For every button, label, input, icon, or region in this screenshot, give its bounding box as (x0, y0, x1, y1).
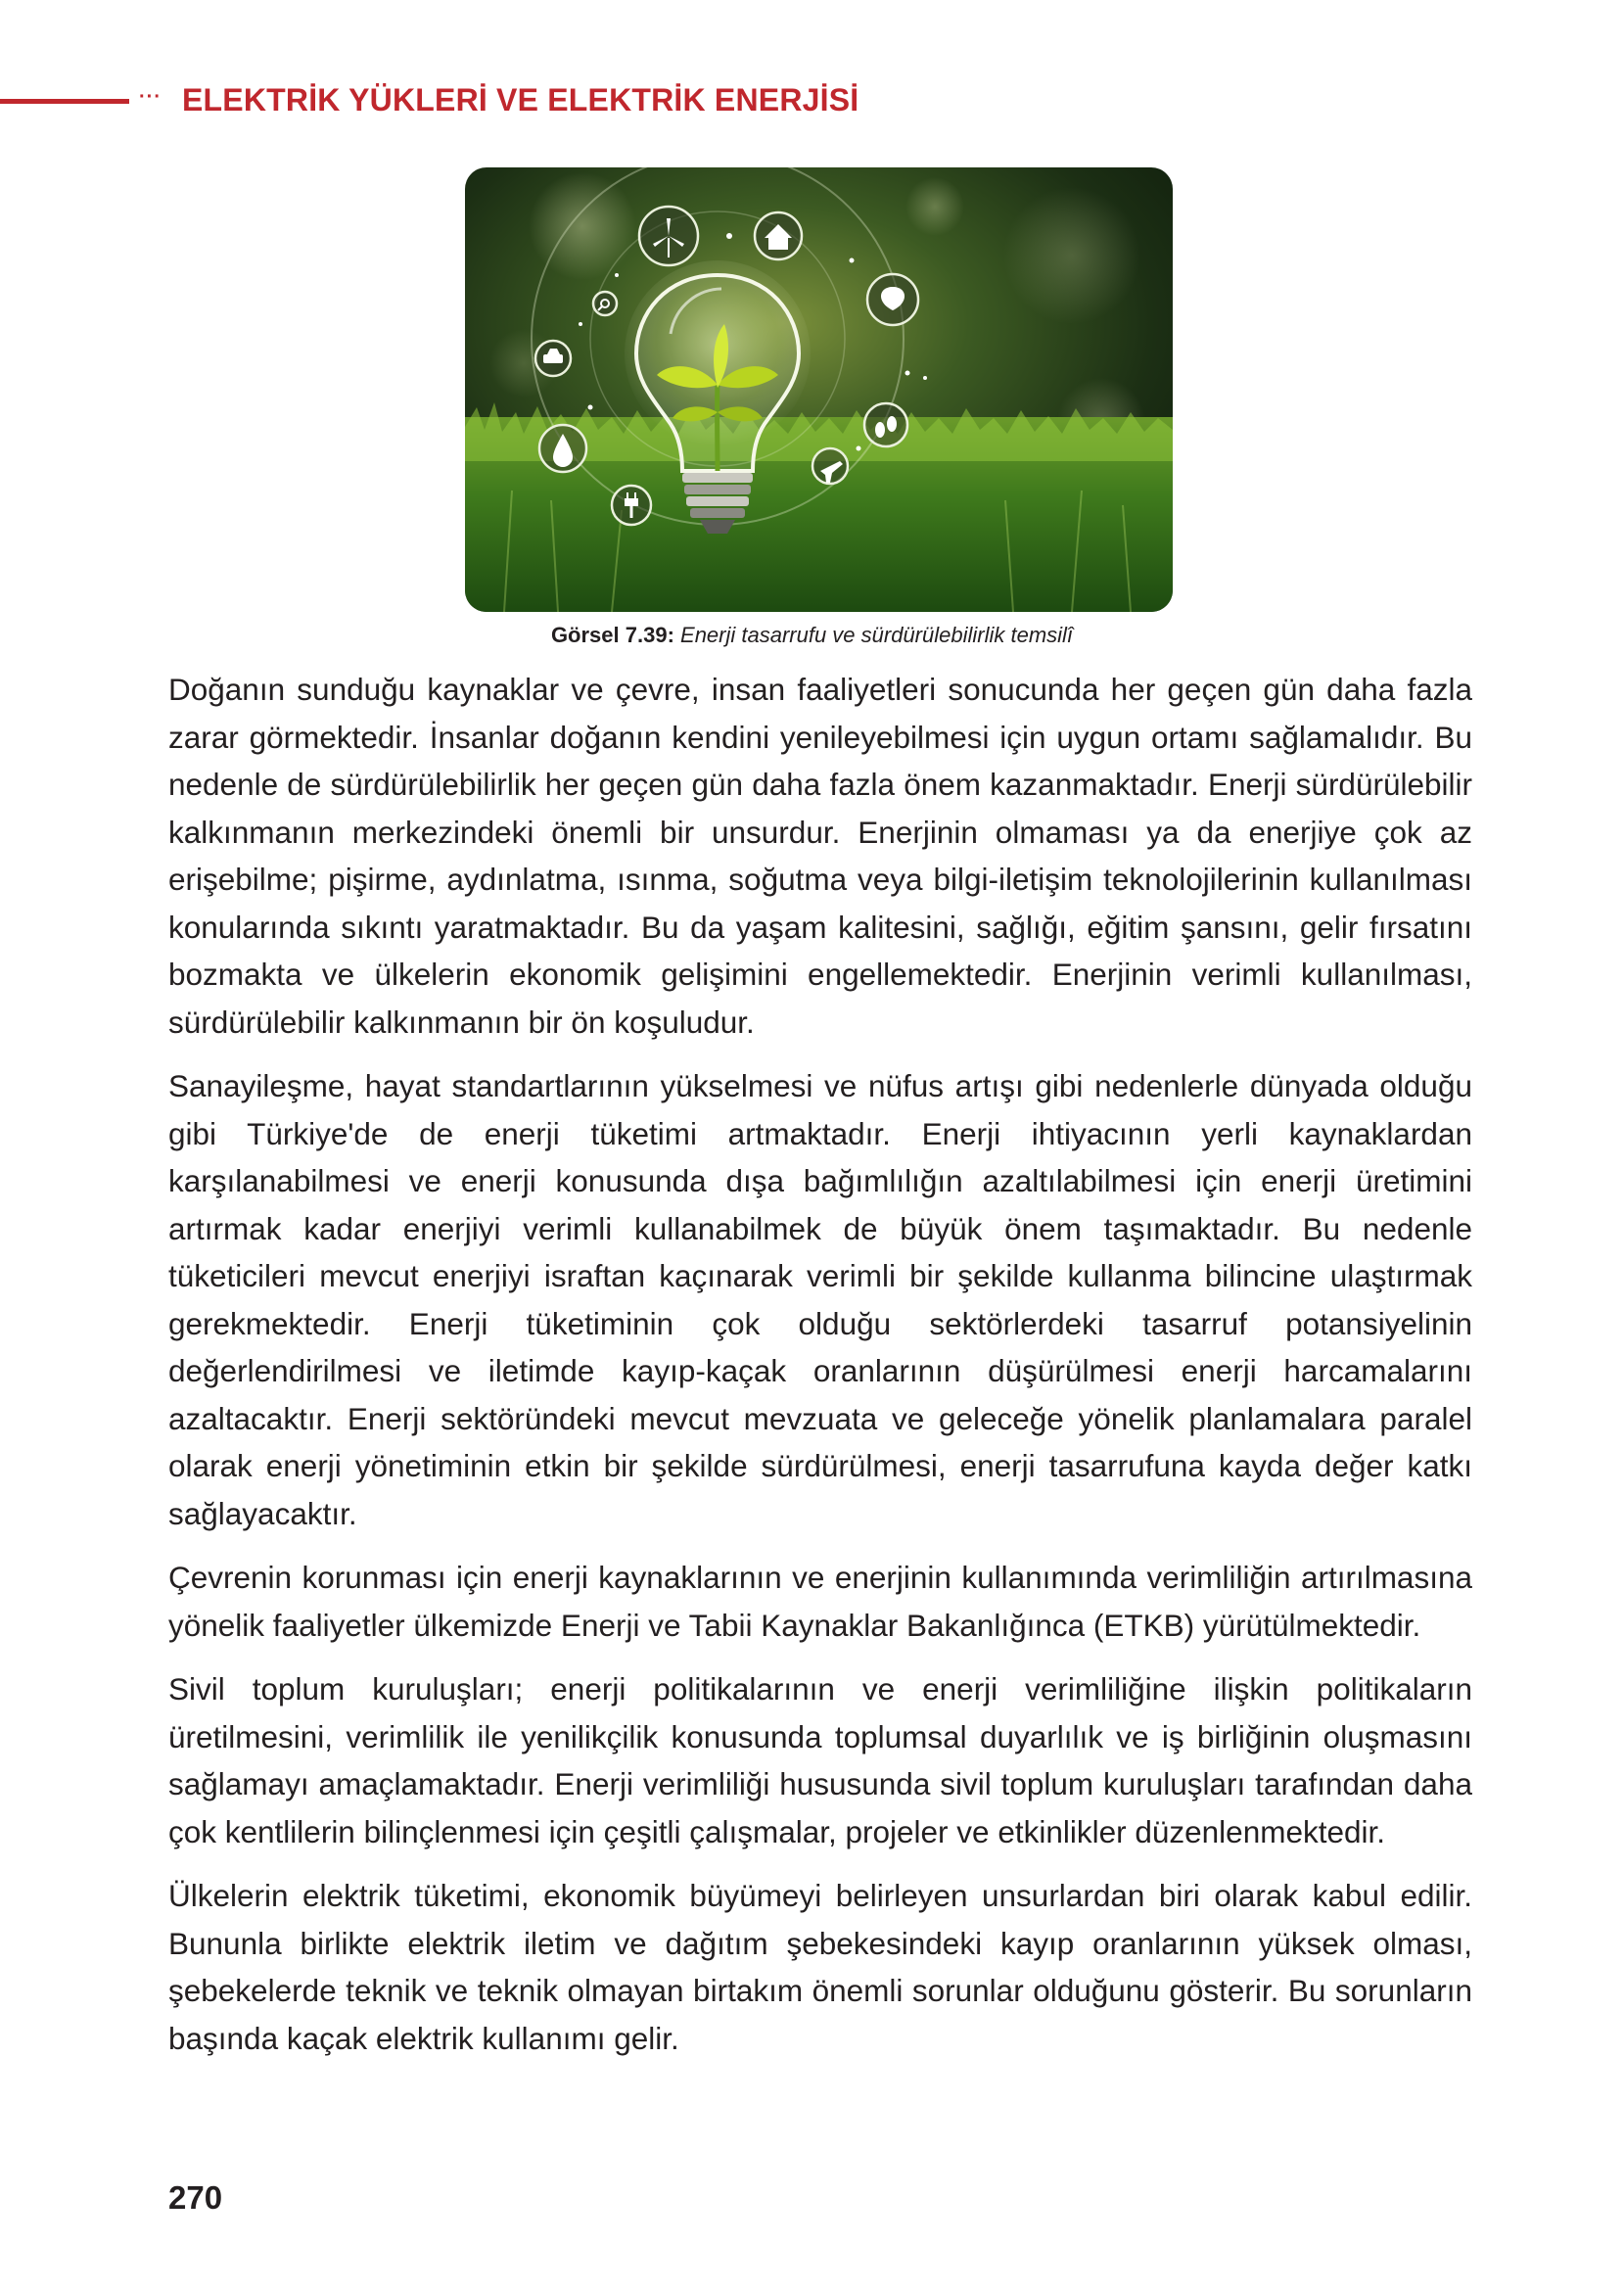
caption-label: Görsel 7.39: (550, 623, 674, 647)
paragraph-1: Doğanın sunduğu kaynaklar ve çevre, insan faaliyetleri sonucunda her geçen gün daha fazla zarar görmektedir. İnsanlar doğanın kendini yenileyebilmesi için uygun ortamı sağlamalıdır. Bu nedenle de sürdürülebilirlik her geçen gün daha fazla önem kazanmaktadır. Enerji sürdürülebilir kalkınmanın merkezindeki önemli bir unsurdur. Enerjinin olmaması ya da enerjiye çok az erişebilme; pişirme, aydınlatma, ısınma, soğutma veya bilgi-iletişim teknolojilerinin kullanılması konularında sıkıntı yaratmaktadır. Bu da yaşam kalitesini, sağlığı, eğitim şansını, gelir fırsatını bozmakta ve ülkelerin ekonomik gelişimini engellemektedir. Enerjinin verimli kullanılması, sürdürülebilir kalkınmanın bir ön koşuludur. (168, 672, 1472, 1040)
caption-text: Enerji tasarrufu ve sürdürülebilirlik temsilî (680, 623, 1074, 647)
page-header (0, 80, 1077, 119)
paragraph-2: Sanayileşme, hayat standartlarının yükselmesi ve nüfus artışı gibi nedenlerle dünyada olduğu gibi Türkiye'de de enerji tüketimi artmaktadır. Enerji ihtiyacının yerli kaynaklardan karşılanabilmesi ve enerji konusunda dışa bağımlılığın azaltılabilmesi için enerji üretimini artırmak kadar enerjiyi verimli kullanabilmek de büyük önem taşımaktadır. Bu nedenle tüketicileri mevcut enerjiyi israftan kaçınarak verimli bir şekilde kullanma bilincine ulaştırmak gerekmektedir. Enerji tüketiminin çok olduğu sektörlerdeki tasarruf potansiyelinin değerlendirilmesi ve iletimde kayıp-kaçak oranlarının düşürülmesi enerji harcamalarını azaltacaktır. Enerji sektöründeki mevcut mevzuata ve geleceğe yönelik planlamalara paralel olarak enerji yönetiminin etkin bir şekilde sürdürülmesi, enerji tasarrufuna kayda değer katkı sağlayacaktır. (168, 1068, 1472, 1531)
chapter-title: ELEKTRİK YÜKLERİ VE ELEKTRİK ENERJİSİ (182, 82, 859, 117)
energy-sustainability-image (465, 167, 1173, 612)
paragraph-3: Çevrenin korunması için enerji kaynaklarının ve enerjinin kullanımında verimliliğin artırılmasına yönelik faaliyetler ülkemizde Enerji ve Tabii Kaynaklar Bakanlığınca (ETKB) yürütülmektedir. (168, 1560, 1472, 1643)
figure-caption (0, 623, 1624, 648)
header-rule (0, 99, 129, 104)
paragraph-5: Ülkelerin elektrik tüketimi, ekonomik büyümeyi belirleyen unsurlardan biri olarak kabul edilir. Bununla birlikte elektrik iletim ve dağıtım şebekesindeki kayıp oranlarının yüksek olması, şebekelerde teknik ve teknik olmayan birtakım önemli sorunlar olduğunu gösterir. Bu sorunların başında kaçak elektrik kullanımı gelir. (168, 1878, 1472, 2056)
page-number: 270 (168, 2179, 223, 2216)
body-text (168, 666, 1472, 2079)
header-dots: ··· (139, 86, 162, 108)
paragraph-4: Sivil toplum kuruluşları; enerji politikalarının ve enerji verimliliğine ilişkin politikaların üretilmesini, verimlilik ile yenilikçilik konusunda toplumsal duyarlılık ve iş birliğinin oluşmasını sağlamayı amaçlamaktadır. Enerji verimliliği hususunda sivil toplum kuruluşları tarafından daha çok kentlilerin bilinçlenmesi için çeşitli çalışmalar, projeler ve etkinlikler düzenlenmektedir. (168, 1671, 1472, 1849)
